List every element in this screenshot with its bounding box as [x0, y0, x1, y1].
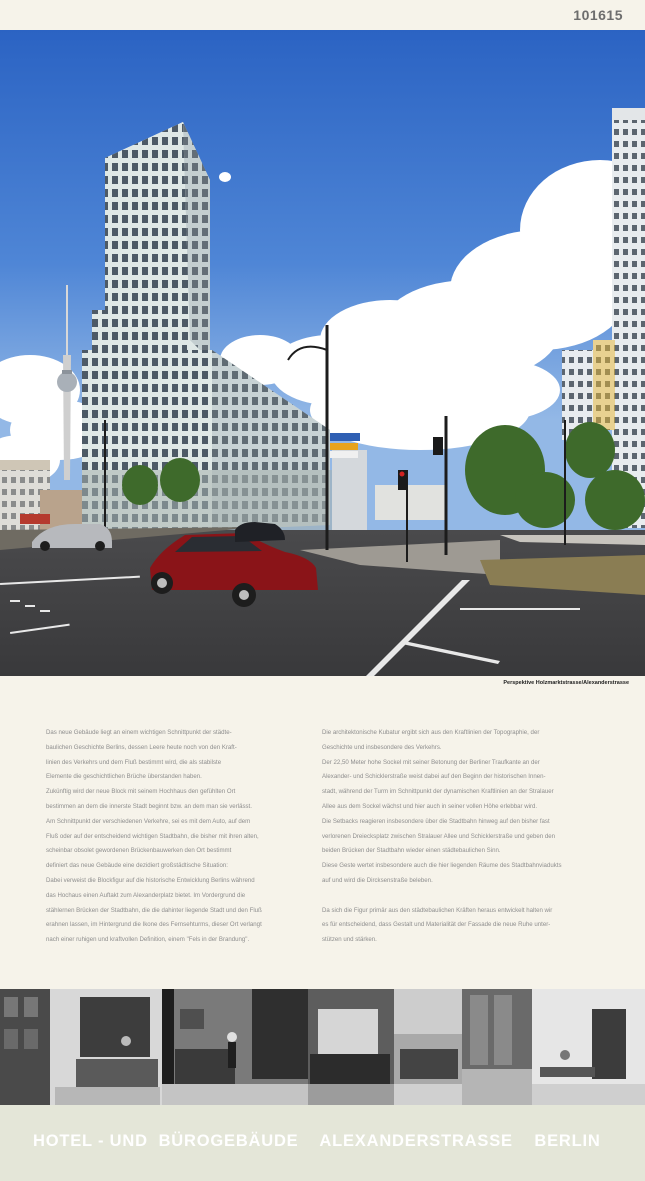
text-line: Fluß oder auf der entscheidend wichtigen Stadtbahn, die bisher mit ihren alten,	[46, 832, 259, 840]
text-line: erahnen lassen, im Hintergrund die Ikone des Fernsehturms, dieser Ort verlangt	[46, 921, 262, 929]
text-line: Die Setbacks reagieren insbesondere über die Stadtbahn hinweg auf den bisher fast	[322, 817, 550, 825]
text-line: Am Schnittpunkt der verschiedenen Verkehre, sei es mit dem Auto, auf dem	[46, 817, 251, 825]
footer-band	[0, 1105, 645, 1181]
text-line: es für entscheidend, dass Gestalt und Materialität der Fassade die neue Ruhe unter-	[322, 921, 551, 929]
text-line: Da sich die Figur primär aus den städtebaulichen Kräften heraus entwickelt halten wir	[322, 906, 553, 914]
text-line: verlorenen Dreiecksplatz zwischen Stralauer Allee und Schicklerstraße und geben den	[322, 832, 556, 840]
photo-atrium	[462, 989, 532, 1105]
text-line: scheinbar obsolet gewordenen Brückenbauwerken den Ort bestimmt	[46, 847, 232, 855]
photo-lobby-seats	[394, 989, 462, 1105]
text-line: Alexander- und Schicklerstraße weist dabei auf den Beginn der historischen Innen-	[322, 773, 546, 781]
text-line: Dabei verweist die Blockfigur auf die historische Entwicklung Berlins während	[46, 876, 255, 884]
text-line: stützen und stärken.	[322, 936, 377, 944]
text-line: Zukünftig wird der neue Block mit seinem Hochhaus den gefühlten Ort	[46, 788, 236, 796]
text-line: bestimmen an dem die innerste Stadt beginnt bzw. an dem man sie verlässt.	[46, 802, 252, 810]
project-title: HOTEL - UND BÜROGEBÄUDE ALEXANDERSTRASSE BERLIN	[33, 1132, 601, 1150]
photo-strip	[0, 989, 645, 1105]
text-line: das Hochaus einen Auftakt zum Alexanderplatz bietet. Im Vordergrund die	[46, 891, 246, 899]
rendering-image	[0, 30, 645, 676]
text-line: definiert das neue Gebäude eine dezidiert großstädtische Situation:	[46, 862, 228, 870]
interior-photos	[0, 989, 645, 1105]
photo-bright-interior	[532, 989, 645, 1105]
text-line: Geschichte und insbesondere des Verkehrs.	[322, 743, 442, 751]
photo-facade	[0, 989, 50, 1105]
text-line: stählernen Brücken der Stadtbahn, die die dahinter liegende Stadt und den Fluß	[46, 906, 262, 914]
text-line: Elemente die geschichtlichen Brüche überstanden haben.	[46, 773, 202, 781]
project-number: 101615	[573, 7, 623, 23]
photo-cafe	[308, 989, 394, 1105]
photo-lounge	[162, 989, 308, 1105]
text-line: linien des Verkehrs und dem Fluß bestimmt wird, die als stabilste	[46, 758, 222, 766]
text-line: beiden Brücken der Stadtbahn wieder einen städtebaulichen Sinn.	[322, 847, 501, 855]
text-line: stadt, während der Turm im Schnittpunkt der dynamischen Kraftlinien an der Stralauer	[322, 788, 554, 796]
photo-lobby-desk	[50, 989, 162, 1105]
text-line: Diese Geste wertet insbesondere auch die hier liegenden Räume des Stadtbahnviadukts	[322, 862, 562, 870]
text-line: Die architektonische Kubatur ergibt sich aus den Kraftlinien der Topographie, der	[322, 729, 540, 736]
text-line: nach einer ruhigen und kraftvollen Definition, einem "Fels in der Brandung".	[46, 936, 250, 944]
text-line: Allee aus dem Sockel wächst und hier auch in seiner vollen Höhe erlebbar wird.	[322, 802, 538, 810]
blank-line	[322, 889, 622, 904]
text-line: Das neue Gebäude liegt an einem wichtigen Schnittpunkt der städte-	[46, 729, 232, 736]
header-bar	[0, 0, 645, 30]
text-column-left	[46, 726, 308, 948]
text-line: Der 22,50 Meter hohe Sockel mit seiner Betonung der Berliner Traufkante an der	[322, 758, 540, 766]
perspective-rendering	[0, 30, 645, 676]
text-column-right	[322, 726, 622, 948]
rendering-caption: Perspektive Holzmarktstrasse/Alexanderstrasse	[503, 680, 629, 686]
text-line: auf und wird die Dircksenstraße beleben.	[322, 876, 433, 884]
text-line: baulichen Geschichte Berlins, dessen Leere heute noch von den Kraft-	[46, 743, 237, 751]
